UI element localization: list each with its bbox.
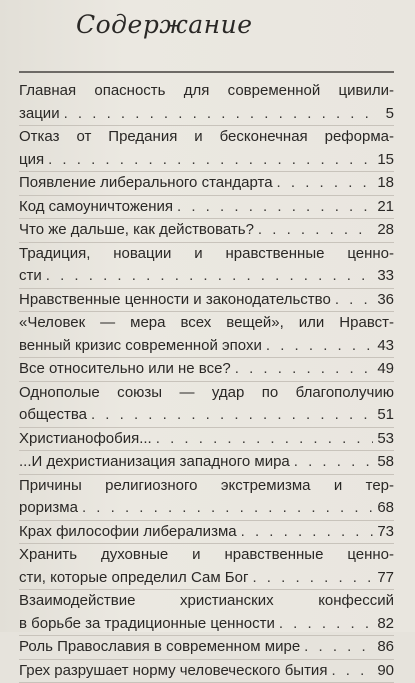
toc-entry-title-line: сти, которые определил Сам Бог <box>19 567 248 590</box>
title-divider <box>19 71 394 73</box>
toc-entry-last-line <box>19 404 394 427</box>
toc-entry-last-line <box>19 428 394 451</box>
dot-leader <box>46 265 374 288</box>
toc-entry-title-line: общества <box>19 404 87 427</box>
page-number: 73 <box>377 521 394 544</box>
dot-leader <box>156 428 374 451</box>
toc-entry-last-line <box>19 265 394 288</box>
page-number: 43 <box>377 335 394 358</box>
toc-entry-title-line: Крах философии либерализма <box>19 521 237 544</box>
toc-entry <box>19 289 394 313</box>
toc-entry-title-line: Причины религиозного экстремизма и тер- <box>19 475 394 498</box>
toc-entry <box>19 358 394 382</box>
toc-entry-title-line: Появление либерального стандарта <box>19 172 273 195</box>
dot-leader <box>177 196 373 219</box>
toc-entry <box>19 126 394 172</box>
toc-entry <box>19 243 394 289</box>
toc-entry-last-line <box>19 196 394 219</box>
dot-leader <box>277 172 374 195</box>
dot-leader <box>252 567 373 590</box>
toc-entry-title-line: Традиция, новации и нравственные ценно- <box>19 243 394 266</box>
page-number: 51 <box>377 404 394 427</box>
page-number: 15 <box>377 149 394 172</box>
toc-entry-title-line: Хранить духовные и нравственные ценно- <box>19 544 394 567</box>
toc-entry-last-line <box>19 567 394 590</box>
dot-leader <box>91 404 373 427</box>
toc-entry-title-line: Нравственные ценности и законодательство <box>19 289 331 312</box>
toc-entry <box>19 475 394 521</box>
toc-entry-last-line <box>19 636 394 659</box>
toc-entry-title-line: Христианофобия... <box>19 428 152 451</box>
toc-entry <box>19 219 394 243</box>
dot-leader <box>304 636 373 659</box>
toc-entry-title-line: «Человек — мера всех вещей», или Нравст- <box>19 312 394 335</box>
page-number: 86 <box>377 636 394 659</box>
toc-entry <box>19 172 394 196</box>
dot-leader <box>48 149 373 172</box>
toc-entry-title-line: зации <box>19 103 60 126</box>
toc-entry <box>19 544 394 590</box>
dot-leader <box>235 358 374 381</box>
toc-entry-title-line: Код самоуничтожения <box>19 196 173 219</box>
toc-entry-title-line: Отказ от Предания и бесконечная реформа- <box>19 126 394 149</box>
toc-entry <box>19 660 394 683</box>
page-number: 33 <box>377 265 394 288</box>
toc-entry <box>19 428 394 452</box>
page-number: 28 <box>377 219 394 242</box>
toc-entry-last-line <box>19 172 394 195</box>
dot-leader <box>258 219 373 242</box>
toc-entry-last-line <box>19 103 394 126</box>
page-number: 18 <box>377 172 394 195</box>
toc-entry <box>19 382 394 428</box>
toc-entry-title-line: Что же дальше, как действовать? <box>19 219 254 242</box>
toc-entry-last-line <box>19 521 394 544</box>
toc-entry-title-line: роризма <box>19 497 78 520</box>
page-number: 5 <box>378 103 394 126</box>
toc-entry-last-line <box>19 219 394 242</box>
toc-entry-title-line: ...И дехристианизация западного мира <box>19 451 290 474</box>
toc-entry-title-line: Грех разрушает норму человеческого бытия <box>19 660 327 683</box>
dot-leader <box>64 103 374 126</box>
page-number: 82 <box>377 613 394 636</box>
toc-entry-last-line <box>19 451 394 474</box>
toc-entry <box>19 451 394 475</box>
toc-entry-title-line: Взаимодействие христианских конфессий <box>19 590 394 613</box>
dot-leader <box>241 521 374 544</box>
toc-entry <box>19 312 394 358</box>
toc-entry <box>19 521 394 545</box>
page-number: 58 <box>377 451 394 474</box>
toc-entry <box>19 196 394 220</box>
toc-entry-title-line: в борьбе за традиционные ценности <box>19 613 275 636</box>
dot-leader <box>335 289 374 312</box>
toc-entry-title-line: венный кризис современной эпохи <box>19 335 262 358</box>
toc-entry-title-line: ция <box>19 149 44 172</box>
toc-entry <box>19 590 394 636</box>
page-number: 53 <box>377 428 394 451</box>
table-of-contents <box>19 80 394 683</box>
toc-entry-title-line: Все относительно или не все? <box>19 358 231 381</box>
toc-entry-title-line: сти <box>19 265 42 288</box>
page-number: 77 <box>377 567 394 590</box>
page-number: 49 <box>377 358 394 381</box>
toc-entry-last-line <box>19 335 394 358</box>
dot-leader <box>266 335 373 358</box>
toc-entry-title-line: Роль Православия в современном мире <box>19 636 300 659</box>
dot-leader <box>331 660 373 683</box>
toc-entry-title-line: Однополые союзы — удар по благополучию <box>19 382 394 405</box>
toc-entry-last-line <box>19 660 394 683</box>
toc-entry-title-line: Главная опасность для современной цивили- <box>19 80 394 103</box>
page-number: 21 <box>377 196 394 219</box>
page-title: Содержание <box>76 10 253 39</box>
page-number: 90 <box>377 660 394 683</box>
toc-entry-last-line <box>19 358 394 381</box>
dot-leader <box>82 497 373 520</box>
page-number: 68 <box>377 497 394 520</box>
toc-entry <box>19 636 394 660</box>
toc-entry-last-line <box>19 149 394 172</box>
toc-entry <box>19 80 394 126</box>
toc-entry-last-line <box>19 497 394 520</box>
dot-leader <box>294 451 374 474</box>
page-number: 36 <box>377 289 394 312</box>
toc-entry-last-line <box>19 289 394 312</box>
